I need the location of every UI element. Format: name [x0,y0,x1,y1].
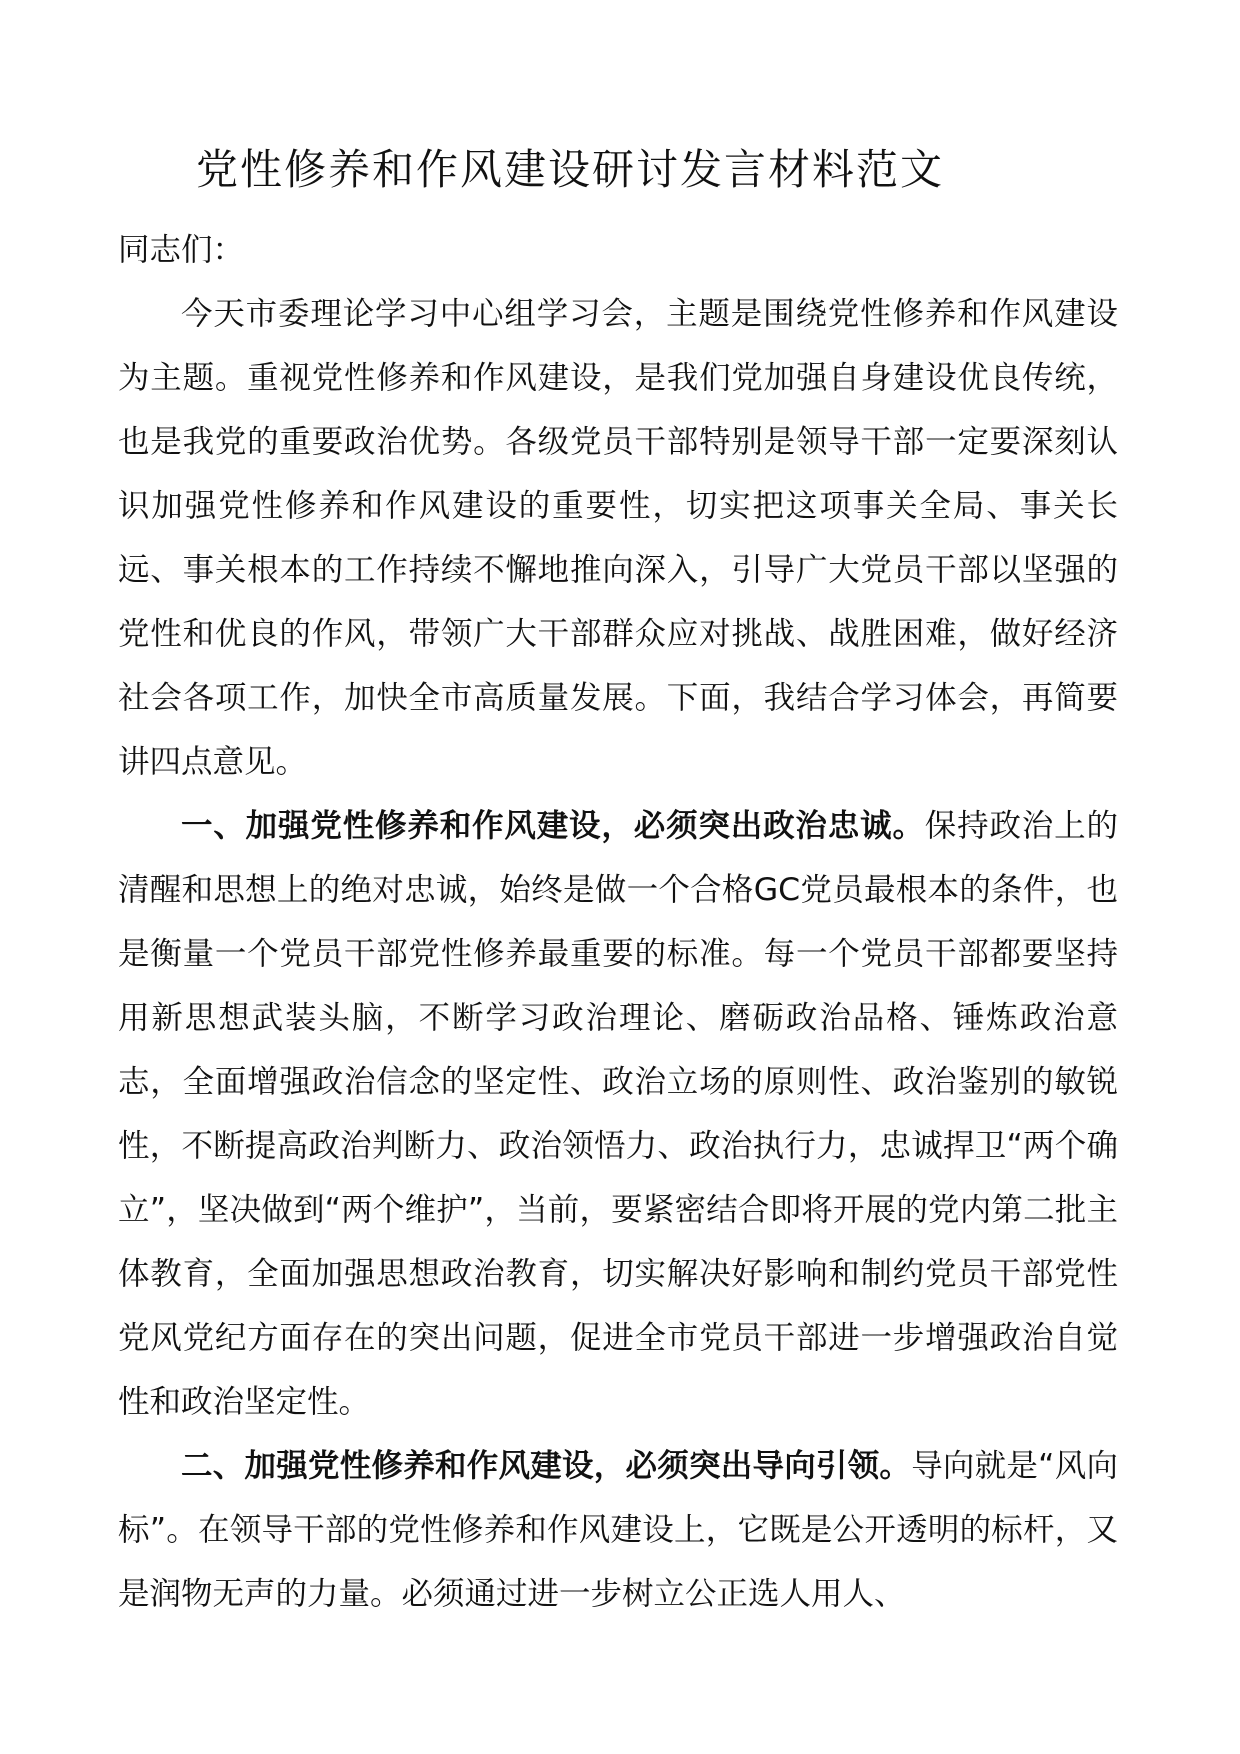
document-body [118,218,1118,1626]
salutation: 同志们： [118,232,245,268]
section-two-text: 导向就是“风向标”。在领导干部的党性修养和作风建设上，它既是公开透明的标杆，又是润物无声的力量。必须通过进一步树立公正选人用人、 [118,1448,1118,1612]
document-title: 党性修养和作风建设研讨发言材料范文 [195,145,944,194]
section-one-text: 保持政治上的清醒和思想上的绝对忠诚，始终是做一个合格GC党员最根本的条件，也是衡量一个党员干部党性修养最重要的标准。每一个党员干部都要坚持用新思想武装头脑，不断学习政治理论、磨砺政治品格、锤炼政治意志，全面增强政治信念的坚定性、政治立场的原则性、政治鉴别的敏锐性，不断提高政治判断力、政治领悟力、政治执行力，忠诚捍卫“两个确立”，坚决做到“两个维护”，当前，要紧密结合即将开展的党内第二批主体教育，全面加强思想政治教育，切实解决好影响和制约党员干部党性党风党纪方面存在的突出问题，促进全市党员干部进一步增强政治自觉性和政治坚定性。 [118,808,1118,1420]
intro-paragraph-text: 今天市委理论学习中心组学习会，主题是围绕党性修养和作风建设为主题。重视党性修养和作风建设，是我们党加强自身建设优良传统，也是我党的重要政治优势。各级党员干部特别是领导干部一定要深刻认识加强党性修养和作风建设的重要性，切实把这项事关全局、事关长远、事关根本的工作持续不懈地推向深入，引导广大党员干部以坚强的党性和优良的作风，带领广大干部群众应对挑战、战胜困难，做好经济社会各项工作，加快全市高质量发展。下面，我结合学习体会，再简要讲四点意见。 [118,296,1118,780]
section-two-paragraph [118,1434,1118,1626]
section-one-heading: 一、加强党性修养和作风建设，必须突出政治忠诚。 [181,808,925,844]
intro-paragraph [118,282,1118,794]
section-two-heading: 二、加强党性修养和作风建设，必须突出导向引领。 [181,1448,912,1484]
section-one-paragraph [118,794,1118,1434]
